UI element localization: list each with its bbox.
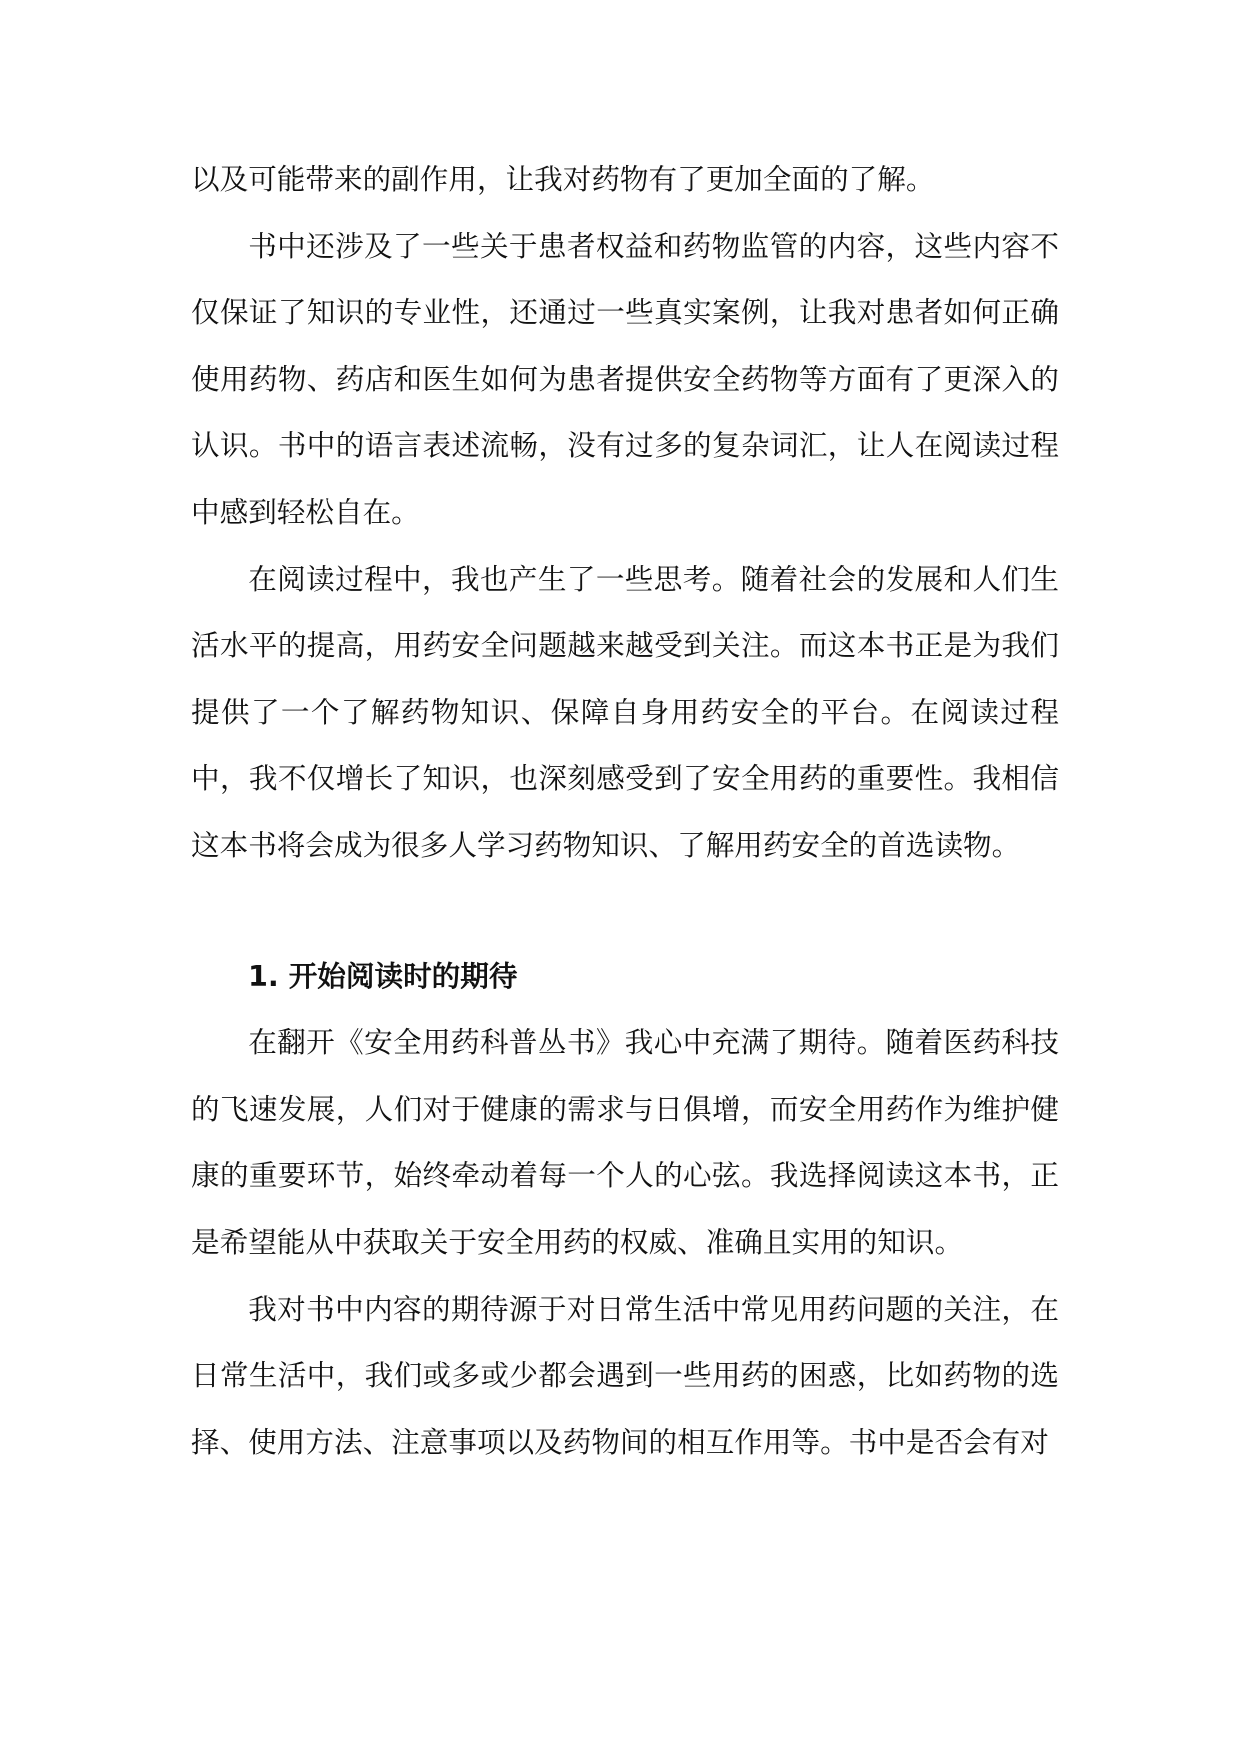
paragraph-continuation: 以及可能带来的副作用，让我对药物有了更加全面的了解。	[191, 162, 935, 196]
paragraph: 我对书中内容的期待源于对日常生活中常见用药问题的关注，在日常生活中，我们或多或少都会遇到一些用药的困惑，比如药物的选择、使用方法、注意事项以及药物间的相互作用等。书中是否会有对	[191, 1291, 1059, 1459]
paragraph: 在翻开《安全用药科普丛书》我心中充满了期待。随着医药科技的飞速发展，人们对于健康的需求与日俱增，而安全用药作为维护健康的重要环节，始终牵动着每一个人的心弦。我选择阅读这本书，正是希望能从中获取关于安全用药的权威、准确且实用的知识。	[191, 1025, 1059, 1259]
section-heading: 1. 开始阅读时的期待	[248, 958, 518, 993]
paragraph: 书中还涉及了一些关于患者权益和药物监管的内容，这些内容不仅保证了知识的专业性，还通过一些真实案例，让我对患者如何正确使用药物、药店和医生如何为患者提供安全药物等方面有了更深入的认识。书中的语言表述流畅，没有过多的复杂词汇，让人在阅读过程中感到轻松自在。	[191, 228, 1059, 529]
paragraph: 在阅读过程中，我也产生了一些思考。随着社会的发展和人们生活水平的提高，用药安全问题越来越受到关注。而这本书正是为我们提供了一个了解药物知识、保障自身用药安全的平台。在阅读过程中，我不仅增长了知识，也深刻感受到了安全用药的重要性。我相信这本书将会成为很多人学习药物知识、了解用药安全的首选读物。	[191, 561, 1059, 862]
document-body	[191, 146, 1059, 1475]
